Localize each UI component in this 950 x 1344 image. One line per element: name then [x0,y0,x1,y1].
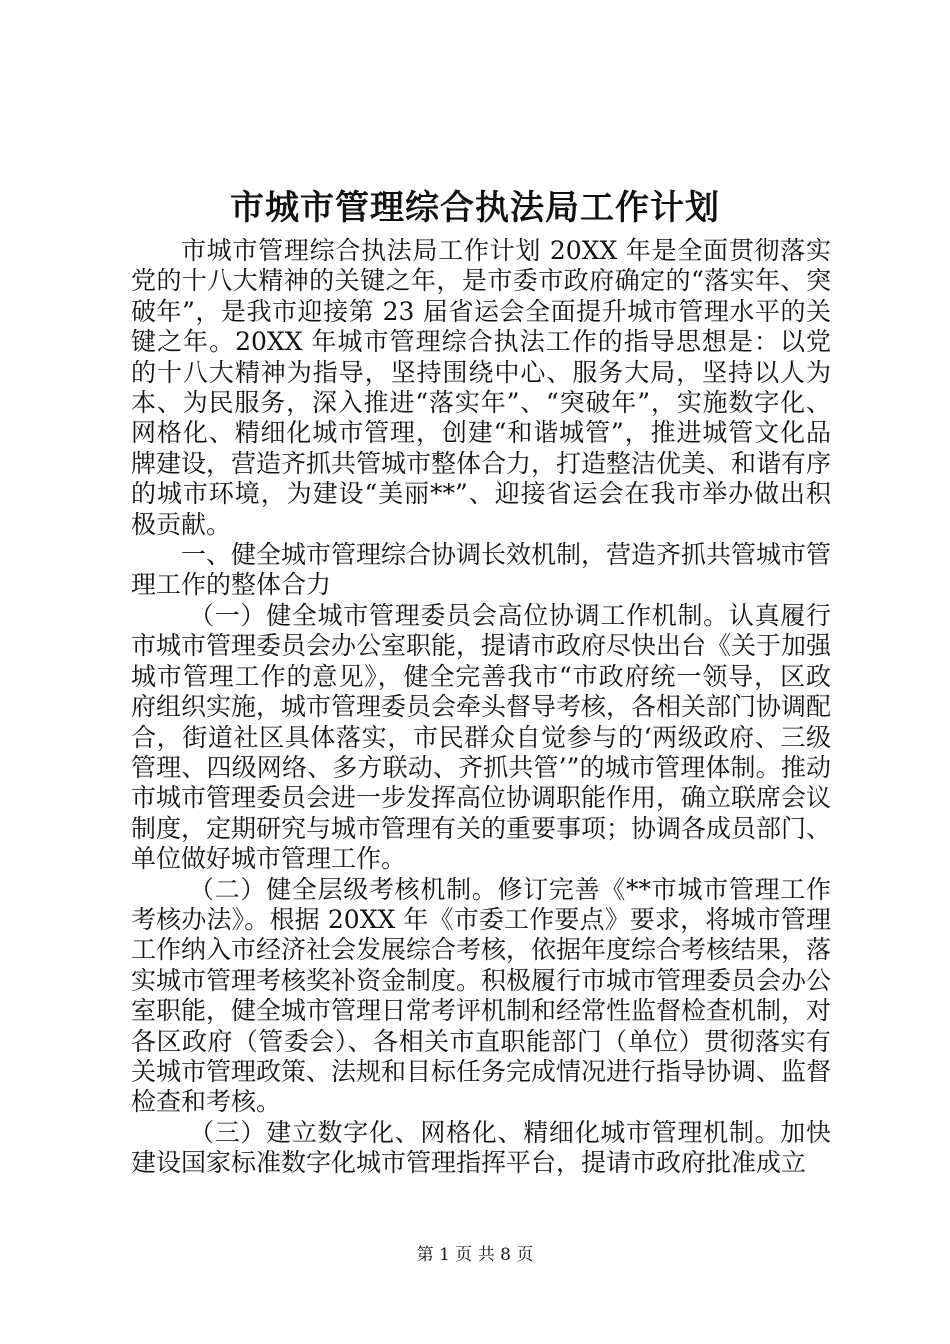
document-title: 市城市管理综合执法局工作计划 [230,188,720,228]
paragraph-intro: 市城市管理综合执法局工作计划 20XX 年是全面贯彻落实党的十八大精神的关键之年，是市委市政府确定的“落实年、突破年”，是我市迎接第 23 届省运会全面提升城市管理水平的关键之年。20XX 年城市管理综合执法工作的指导思想是：以党的十八大精神为指导，坚持围绕中心、服务大局，坚持以人为本、为民服务，深入推进“落实年”、“突破年”，实施数字化、网格化、精细化城市管理，创建“和谐城管”，推进城管文化品牌建设，营造齐抓共管城市整体合力，打造整洁优美、和谐有序的城市环境，为建设“美丽**”、迎接省运会在我市举办做出积极贡献。 [131,236,832,539]
paragraph-item-2: （二）健全层级考核机制。修订完善《**市城市管理工作考核办法》。根据 20XX 年《市委工作要点》要求，将城市管理工作纳入市经济社会发展综合考核，依据年度综合考核结果，落实城市管理考核奖补资金制度。积极履行市城市管理委员会办公室职能，健全城市管理日常考评机制和经常性监督检查机制，对各区政府（管委会）、各相关市直职能部门（单位）贯彻落实有关城市管理政策、法规和目标任务完成情况进行指导协调、监督检查和考核。 [131,874,832,1117]
paragraph-item-1: （一）健全城市管理委员会高位协调工作机制。认真履行市城市管理委员会办公室职能，提请市政府尽快出台《关于加强城市管理工作的意见》，健全完善我市“市政府统一领导，区政府组织实施，城市管理委员会牵头督导考核，各相关部门协调配合，街道社区具体落实，市民群众自觉参与的‘两级政府、三级管理、四级网络、多方联动、齐抓共管’”的城市管理体制。推动市城市管理委员会进一步发挥高位协调职能作用，确立联席会议制度，定期研究与城市管理有关的重要事项；协调各成员部门、单位做好城市管理工作。 [131,600,832,874]
document-body [131,236,831,1179]
section-heading-1: 一、健全城市管理综合协调长效机制，营造齐抓共管城市管理工作的整体合力 [131,540,832,600]
page-number-footer: 第 1 页 共 8 页 [416,1245,534,1265]
paragraph-item-3: （三）建立数字化、网格化、精细化城市管理机制。加快建设国家标准数字化城市管理指挥平台，提请市政府批准成立 [131,1117,831,1178]
